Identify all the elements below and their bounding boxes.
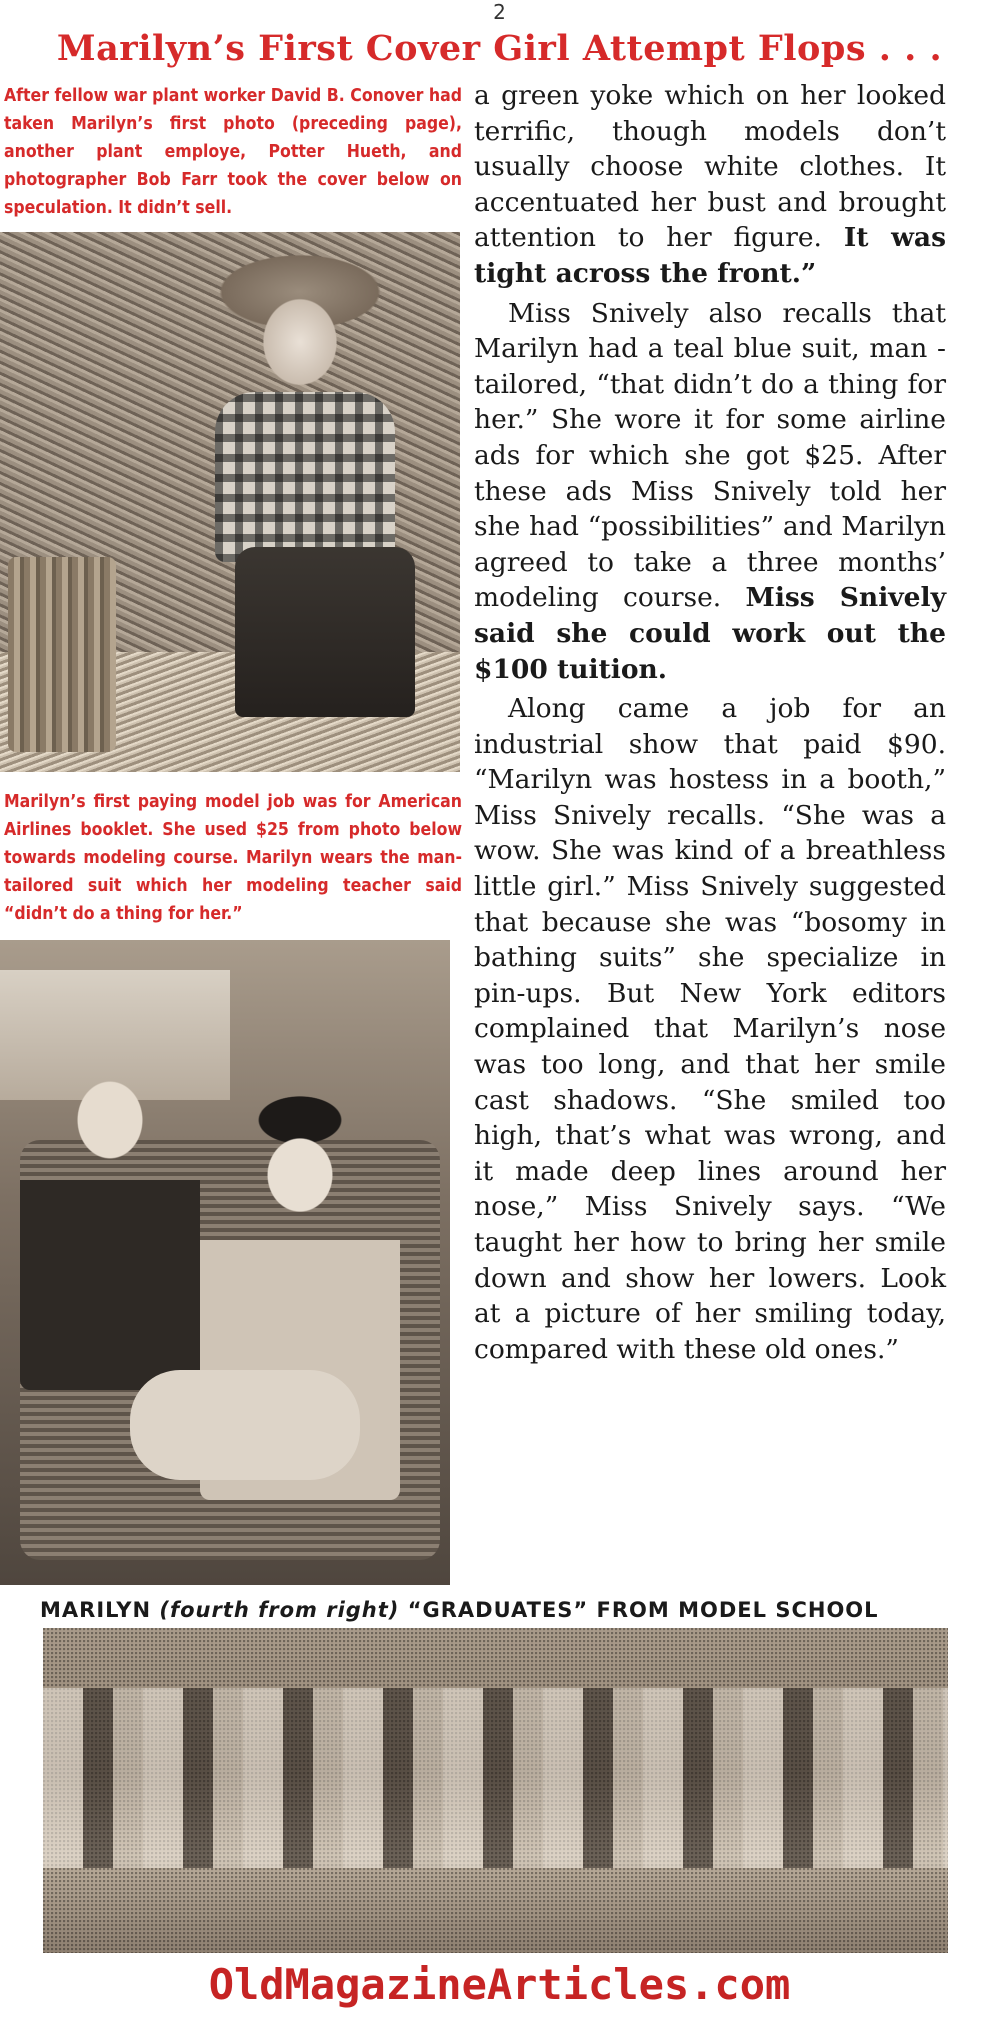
cover-photo-caption: After fellow war plant worker David B. Conover had taken Marilyn’s first photo (preceding page), another plant employe, Potter Hueth, and photographer Bob Farr took the cover below on speculation. It didn’t sell. (4, 86, 462, 218)
airlines-booklet-photo (0, 940, 450, 1585)
page-number: 2 (493, 0, 506, 24)
model-school-graduates-photo (43, 1628, 948, 1953)
article-body (474, 78, 946, 1367)
graduates-caption-suffix: “GRADUATES” FROM MODEL SCHOOL (399, 1598, 879, 1622)
baby-figure (130, 1370, 360, 1480)
site-watermark: OldMagazineArticles.com (208, 1960, 791, 2009)
graduates-group (43, 1688, 948, 1868)
paragraph-2 (474, 296, 946, 688)
paragraph-2-text: Miss Snively also recalls that Marilyn had a teal blue suit, man - tailored, “that didn’t do a thing for her.” She wore it for some airline ads for which she got $25. After these ads Miss Snively told her she had “possibilities” and Marilyn agreed to take a three months’ modeling course. (474, 297, 946, 614)
paragraph-2-bold: Miss Snively said she could work out the $100 tuition. (474, 582, 946, 685)
paragraph-1 (474, 78, 946, 292)
rolled-jeans (235, 547, 415, 717)
paragraph-3 (474, 691, 946, 1367)
marilyn-figure (20, 1050, 200, 1390)
paragraph-1-text: a green yoke which on her looked terrific, though models don’t usually choose white clothes. It accentuated her bust and brought attention to her figure. (474, 80, 946, 254)
cover-girl-photo (0, 232, 460, 772)
paragraph-1-bold: It was tight across the front.” (474, 222, 946, 289)
paragraph-3-text: Along came a job for an industrial show that paid $90. “Marilyn was hostess in a booth,” Miss Snively recalls. “She was a wow. She was kind of a breathless little girl.” Miss Snively suggested that because she was “bosomy in bathing suits” she specialize in pin-ups. But New York editors complained that Marilyn’s nose was too long, and that her smile cast shadows. “She smiled too high, that’s what was wrong, and it made deep lines around her nose,” Miss Snively says. “We taught her how to bring her smile down and show her lowers. Look at a picture of her smiling today, compared with these old ones.” (474, 693, 946, 1365)
graduates-caption-prefix: MARILYN (40, 1598, 160, 1622)
tree-stump (8, 557, 116, 752)
airlines-photo-caption: Marilyn’s first paying model job was for American Airlines booklet. She used $25 from photo below towards modeling course. Marilyn wears the man-tailored suit which her modeling teacher said “didn’t do a thing for her.” (4, 792, 462, 924)
plaid-shirt (215, 392, 395, 562)
graduates-caption (40, 1598, 960, 1622)
graduates-caption-italic: (fourth from right) (159, 1598, 400, 1622)
headline: Marilyn’s First Cover Girl Attempt Flops . . . (56, 28, 943, 69)
